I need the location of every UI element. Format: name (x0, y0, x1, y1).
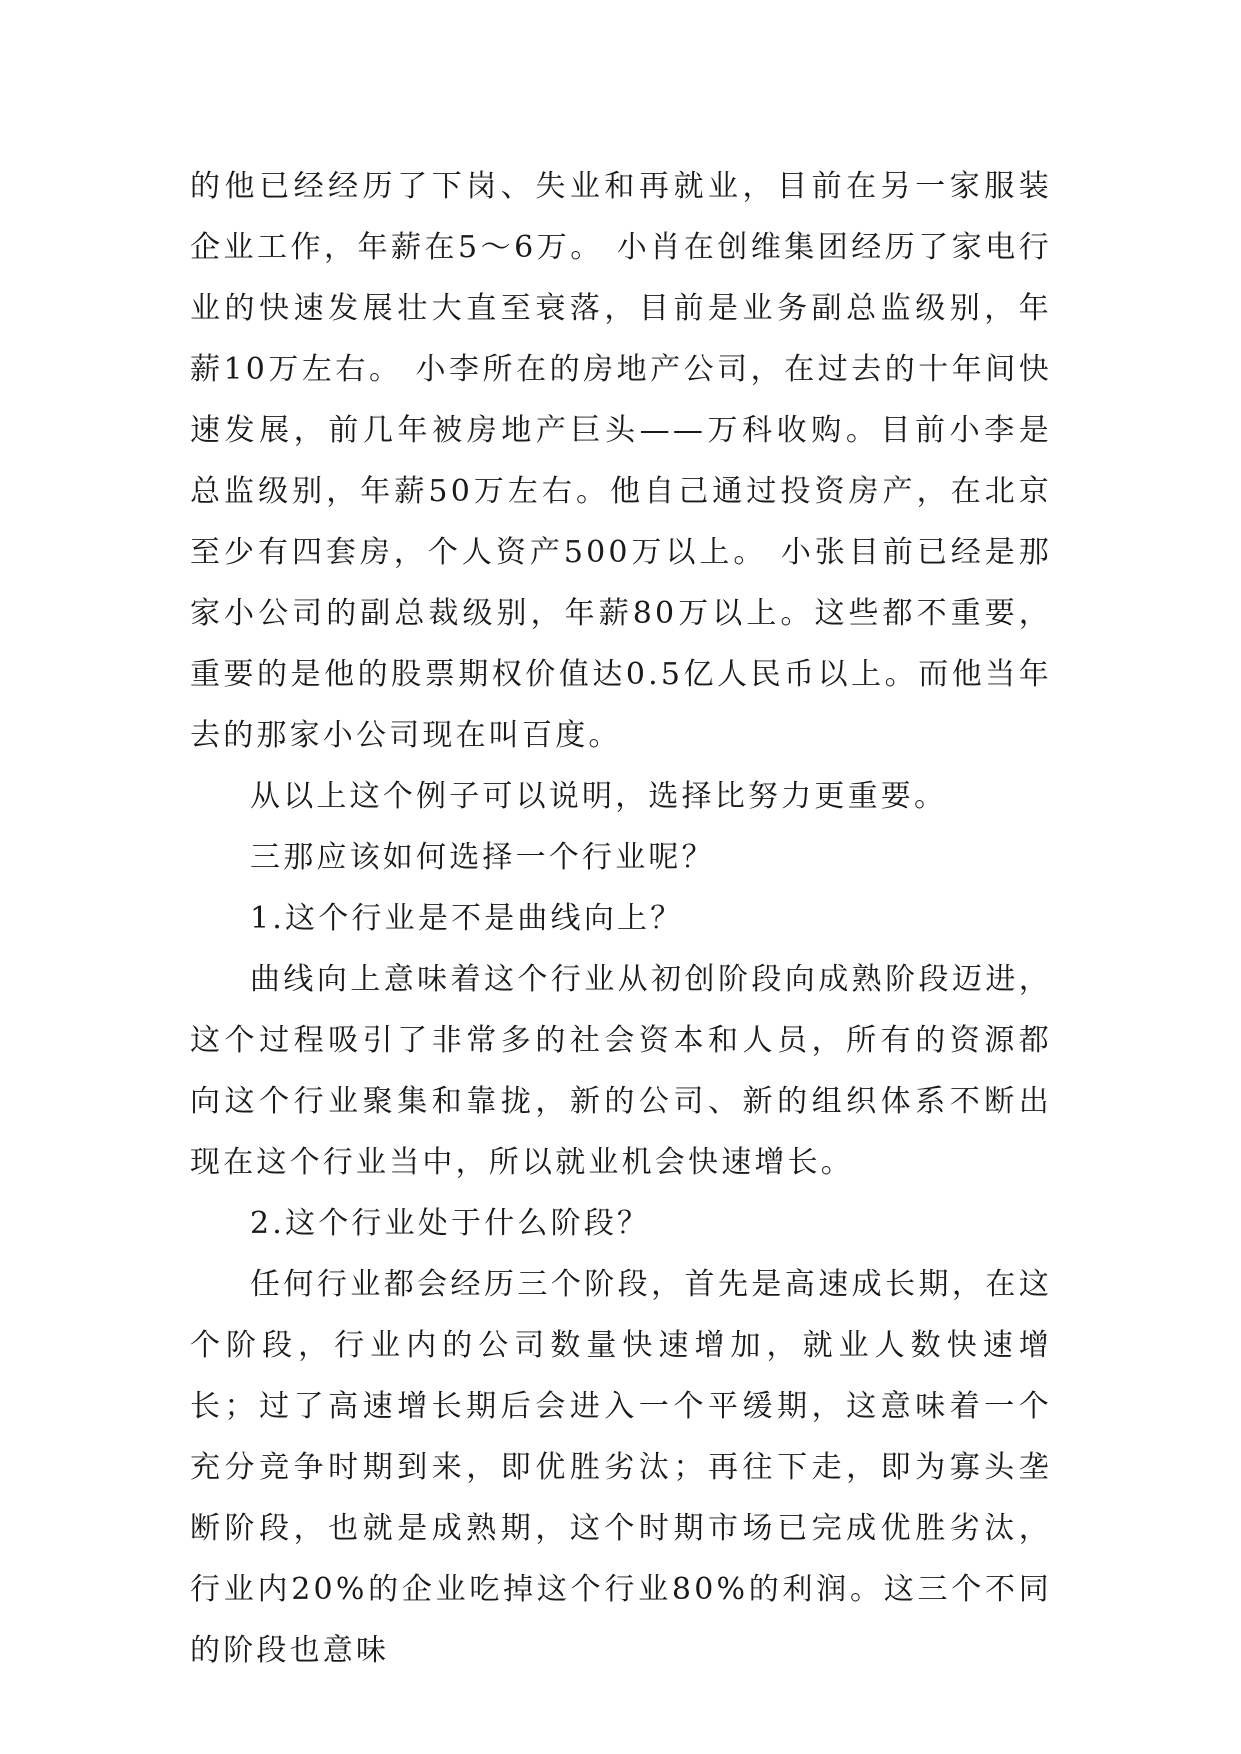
paragraph-career-examples: 的他已经经历了下岗、失业和再就业，目前在另一家服装企业工作，年薪在5～6万。 小肖在创维集团经历了家电行业的快速发展壮大直至衰落，目前是业务副总监级别，年薪10万左右。 小李所在的房地产公司，在过去的十年间快速发展，前几年被房地产巨头——万科收购。目前小李是总监级别，年薪50万左右。他自己通过投资房产，在北京至少有四套房，个人资产500万以上。 小张目前已经是那家小公司的副总裁级别，年薪80万以上。这些都不重要，重要的是他的股票期权价值达0.5亿人民币以上。而他当年去的那家小公司现在叫百度。 (190, 169, 1052, 753)
subheading-industry-stage: 2.这个行业处于什么阶段？ (250, 1206, 651, 1241)
paragraph-industry-stages: 任何行业都会经历三个阶段，首先是高速成长期，在这个阶段，行业内的公司数量快速增加，就业人数快速增长；过了高速增长期后会进入一个平缓期，这意味着一个充分竞争时期到来，即优胜劣汰；再往下走，即为寡头垄断阶段，也就是成熟期，这个时期市场已完成优胜劣汰，行业内20%的企业吃掉这个行业80%的利润。这三个不同的阶段也意味 (190, 1267, 1052, 1668)
document-body (190, 156, 1052, 1681)
subheading-curve-upward: 1.这个行业是不是曲线向上？ (250, 901, 684, 936)
paragraph-choice-conclusion: 从以上这个例子可以说明，选择比努力更重要。 (250, 779, 948, 814)
paragraph-curve-upward: 曲线向上意味着这个行业从初创阶段向成熟阶段迈进，这个过程吸引了非常多的社会资本和人员，所有的资源都向这个行业聚集和靠拢，新的公司、新的组织体系不断出现在这个行业当中，所以就业机会快速增长。 (190, 962, 1052, 1180)
section-heading-how-to-choose: 三那应该如何选择一个行业呢？ (250, 840, 715, 875)
